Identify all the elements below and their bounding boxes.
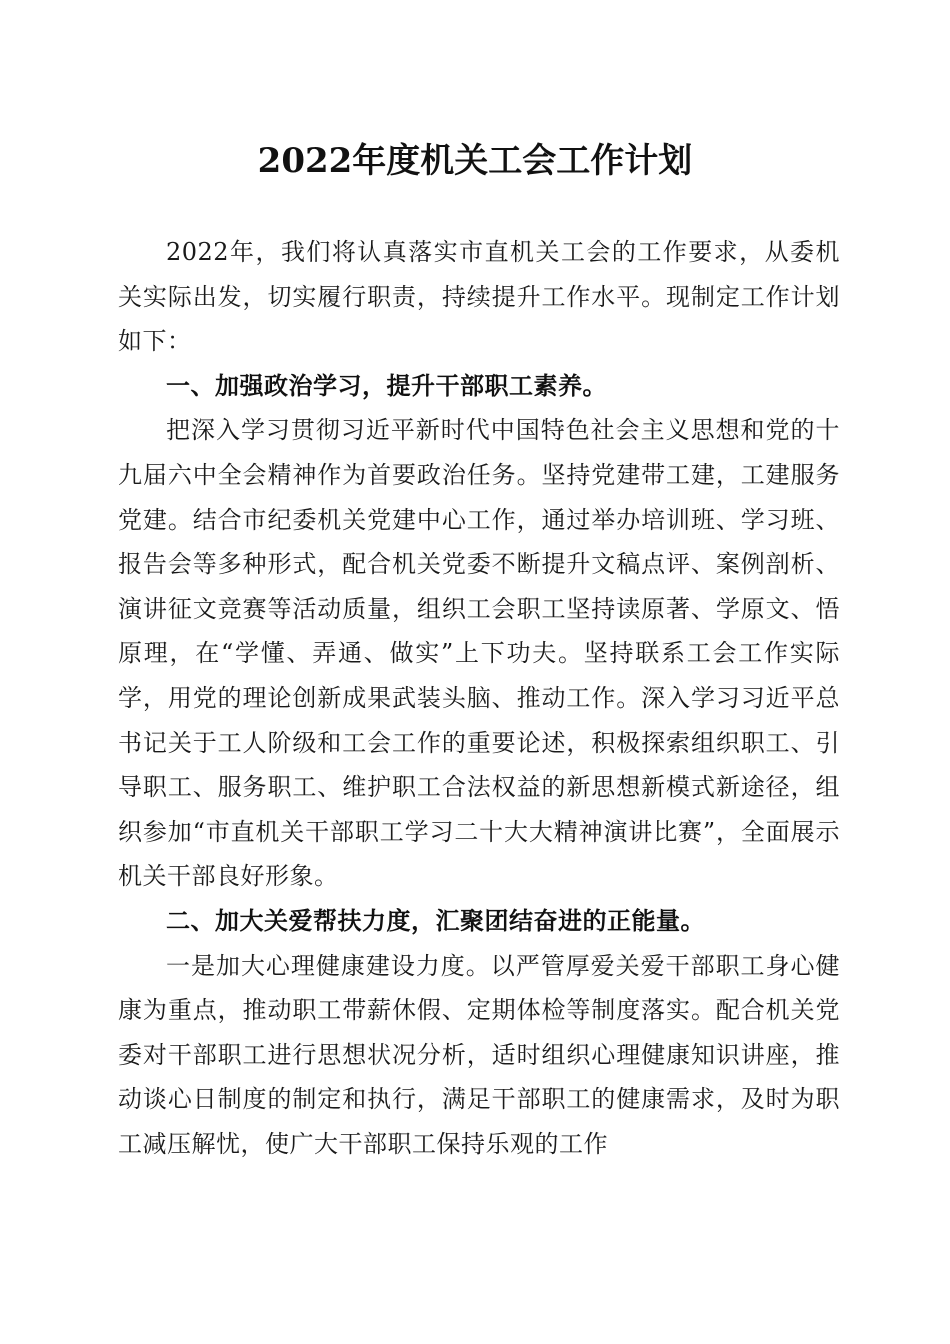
section-2-paragraph: 一是加大心理健康建设力度。以严管厚爱关爱干部职工身心健康为重点，推动职工带薪休假、定期体检等制度落实。配合机关党委对干部职工进行思想状况分析，适时组织心理健康知识讲座，推动谈心日制度的制定和执行，满足干部职工的健康需求，及时为职工减压解忧，使广大干部职工保持乐观的工作 (118, 951, 840, 1158)
document-title: 2022年度机关工会工作计划 (257, 141, 693, 181)
section-1-paragraph: 把深入学习贯彻习近平新时代中国特色社会主义思想和党的十九届六中全会精神作为首要政治任务。坚持党建带工建，工建服务党建。结合市纪委机关党建中心工作，通过举办培训班、学习班、报告会等多种形式，配合机关党委不断提升文稿点评、案例剖析、演讲征文竞赛等活动质量，组织工会职工坚持读原著、学原文、悟原理，在“学懂、弄通、做实”上下功夫。坚持联系工会工作实际学，用党的理论创新成果武装头脑、推动工作。深入学习习近平总书记关于工人阶级和工会工作的重要论述，积极探索组织职工、引导职工、服务职工、维护职工合法权益的新思想新模式新途径，组织参加“市直机关干部职工学习二十大大精神演讲比赛”，全面展示机关干部良好形象。 (118, 416, 840, 891)
section-1-heading: 一、加强政治学习，提升干部职工素养。 (166, 371, 607, 400)
document-body (118, 230, 840, 1166)
intro-paragraph: 2022年，我们将认真落实市直机关工会的工作要求，从委机关实际出发，切实履行职责，持续提升工作水平。现制定工作计划如下： (118, 238, 840, 356)
section-2-heading: 二、加大关爱帮扶力度，汇聚团结奋进的正能量。 (166, 906, 705, 935)
